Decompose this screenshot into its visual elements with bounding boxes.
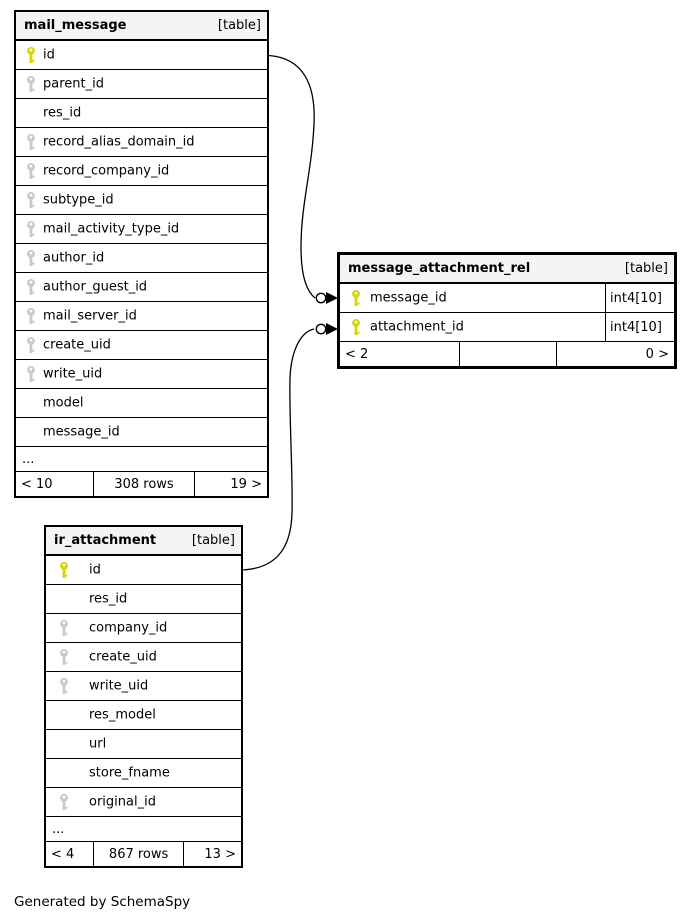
columns-ellipsis: ... [46,817,241,842]
column-name: message_id [43,424,120,440]
column-name: record_company_id [43,163,170,179]
related-left-count: < 4 [51,846,75,862]
column-name: author_guest_id [43,279,148,295]
row-count: 867 rows [93,842,184,866]
primary-key-icon [26,47,36,64]
connector-endpoint-circle [316,324,325,333]
table-type-tag: [table] [217,18,261,33]
column-name: mail_activity_type_id [43,221,180,237]
table-header [340,255,674,284]
column-name: write_uid [43,366,103,382]
column-type: int4[10] [605,313,674,341]
table-type-tag: [table] [191,533,235,548]
column-name: message_id [370,290,447,306]
column-name: res_model [89,707,156,723]
foreign-key-icon [59,620,69,637]
column-name: res_id [89,591,128,607]
related-right-count: 13 > [204,846,236,862]
column-row-res_id [46,585,241,614]
column-name: attachment_id [370,319,464,335]
column-name: create_uid [89,649,157,665]
column-name: store_fname [89,765,170,781]
column-row-create_uid [16,331,267,360]
column-row-mail_server_id [16,302,267,331]
column-row-company_id [46,614,241,643]
foreign-key-icon [26,308,36,325]
column-row-write_uid [46,672,241,701]
related-right-count: 0 > [645,346,669,362]
column-row-author_id [16,244,267,273]
connector-endpoint-circle [316,293,325,302]
column-name: original_id [89,794,156,810]
foreign-key-icon [26,250,36,267]
column-row-author_guest_id [16,273,267,302]
table-name[interactable]: ir_attachment [54,533,157,548]
table-node-ir-attachment[interactable] [44,525,243,868]
foreign-key-icon [26,134,36,151]
foreign-key-icon [26,221,36,238]
table-columns [340,284,674,366]
table-footer [340,342,674,366]
table-type-tag: [table] [624,261,668,276]
column-row-record_alias_domain_id [16,128,267,157]
row-count [459,342,557,366]
related-left-count: < 10 [21,476,53,492]
column-row-res_id [16,99,267,128]
column-name: record_alias_domain_id [43,134,195,150]
row-count: 308 rows [93,472,195,496]
column-row-url [46,730,241,759]
foreign-key-icon [26,163,36,180]
column-row-res_model [46,701,241,730]
column-row-write_uid [16,360,267,389]
primary-key-icon [59,562,69,579]
columns-ellipsis: ... [16,447,267,472]
table-columns [46,556,241,866]
related-left-count: < 2 [345,346,369,362]
column-row-record_company_id [16,157,267,186]
foreign-key-icon [59,794,69,811]
table-footer [46,842,241,866]
column-name: create_uid [43,337,111,353]
column-name: model [43,395,84,411]
foreign-key-icon [26,192,36,209]
column-name: mail_server_id [43,308,137,324]
foreign-key-icon [26,76,36,93]
column-name: id [89,562,101,578]
column-row-store_fname [46,759,241,788]
column-name: res_id [43,105,82,121]
column-row-id [16,41,267,70]
column-type: int4[10] [605,284,674,312]
table-footer [16,472,267,496]
table-name[interactable]: mail_message [24,18,127,33]
table-name[interactable]: message_attachment_rel [348,261,531,276]
column-name: write_uid [89,678,149,694]
column-name: id [43,47,55,63]
column-row-original_id [46,788,241,817]
column-name: parent_id [43,76,104,92]
foreign-key-icon [26,337,36,354]
column-row-parent_id [16,70,267,99]
related-right-count: 19 > [230,476,262,492]
foreign-key-icon [59,649,69,666]
column-row-message_id [16,418,267,447]
column-row-attachment_id [340,313,674,342]
column-name: author_id [43,250,105,266]
column-name: url [89,736,107,752]
table-columns [16,41,267,496]
column-row-subtype_id [16,186,267,215]
column-row-id [46,556,241,585]
column-row-message_id [340,284,674,313]
column-row-model [16,389,267,418]
table-node-mail-message[interactable] [14,10,269,498]
foreign-key-icon [26,279,36,296]
primary-key-icon [351,290,361,307]
primary-key-icon [351,319,361,336]
column-name: subtype_id [43,192,114,208]
column-row-mail_activity_type_id [16,215,267,244]
foreign-key-icon [59,678,69,695]
column-name: company_id [89,620,168,636]
column-row-create_uid [46,643,241,672]
generated-by-note: Generated by SchemaSpy [14,894,191,910]
table-header [46,527,241,556]
table-node-message-attachment-rel[interactable] [337,252,677,369]
table-header [16,12,267,41]
foreign-key-icon [26,366,36,383]
fk-connector-mail-message-to-rel [269,56,338,305]
